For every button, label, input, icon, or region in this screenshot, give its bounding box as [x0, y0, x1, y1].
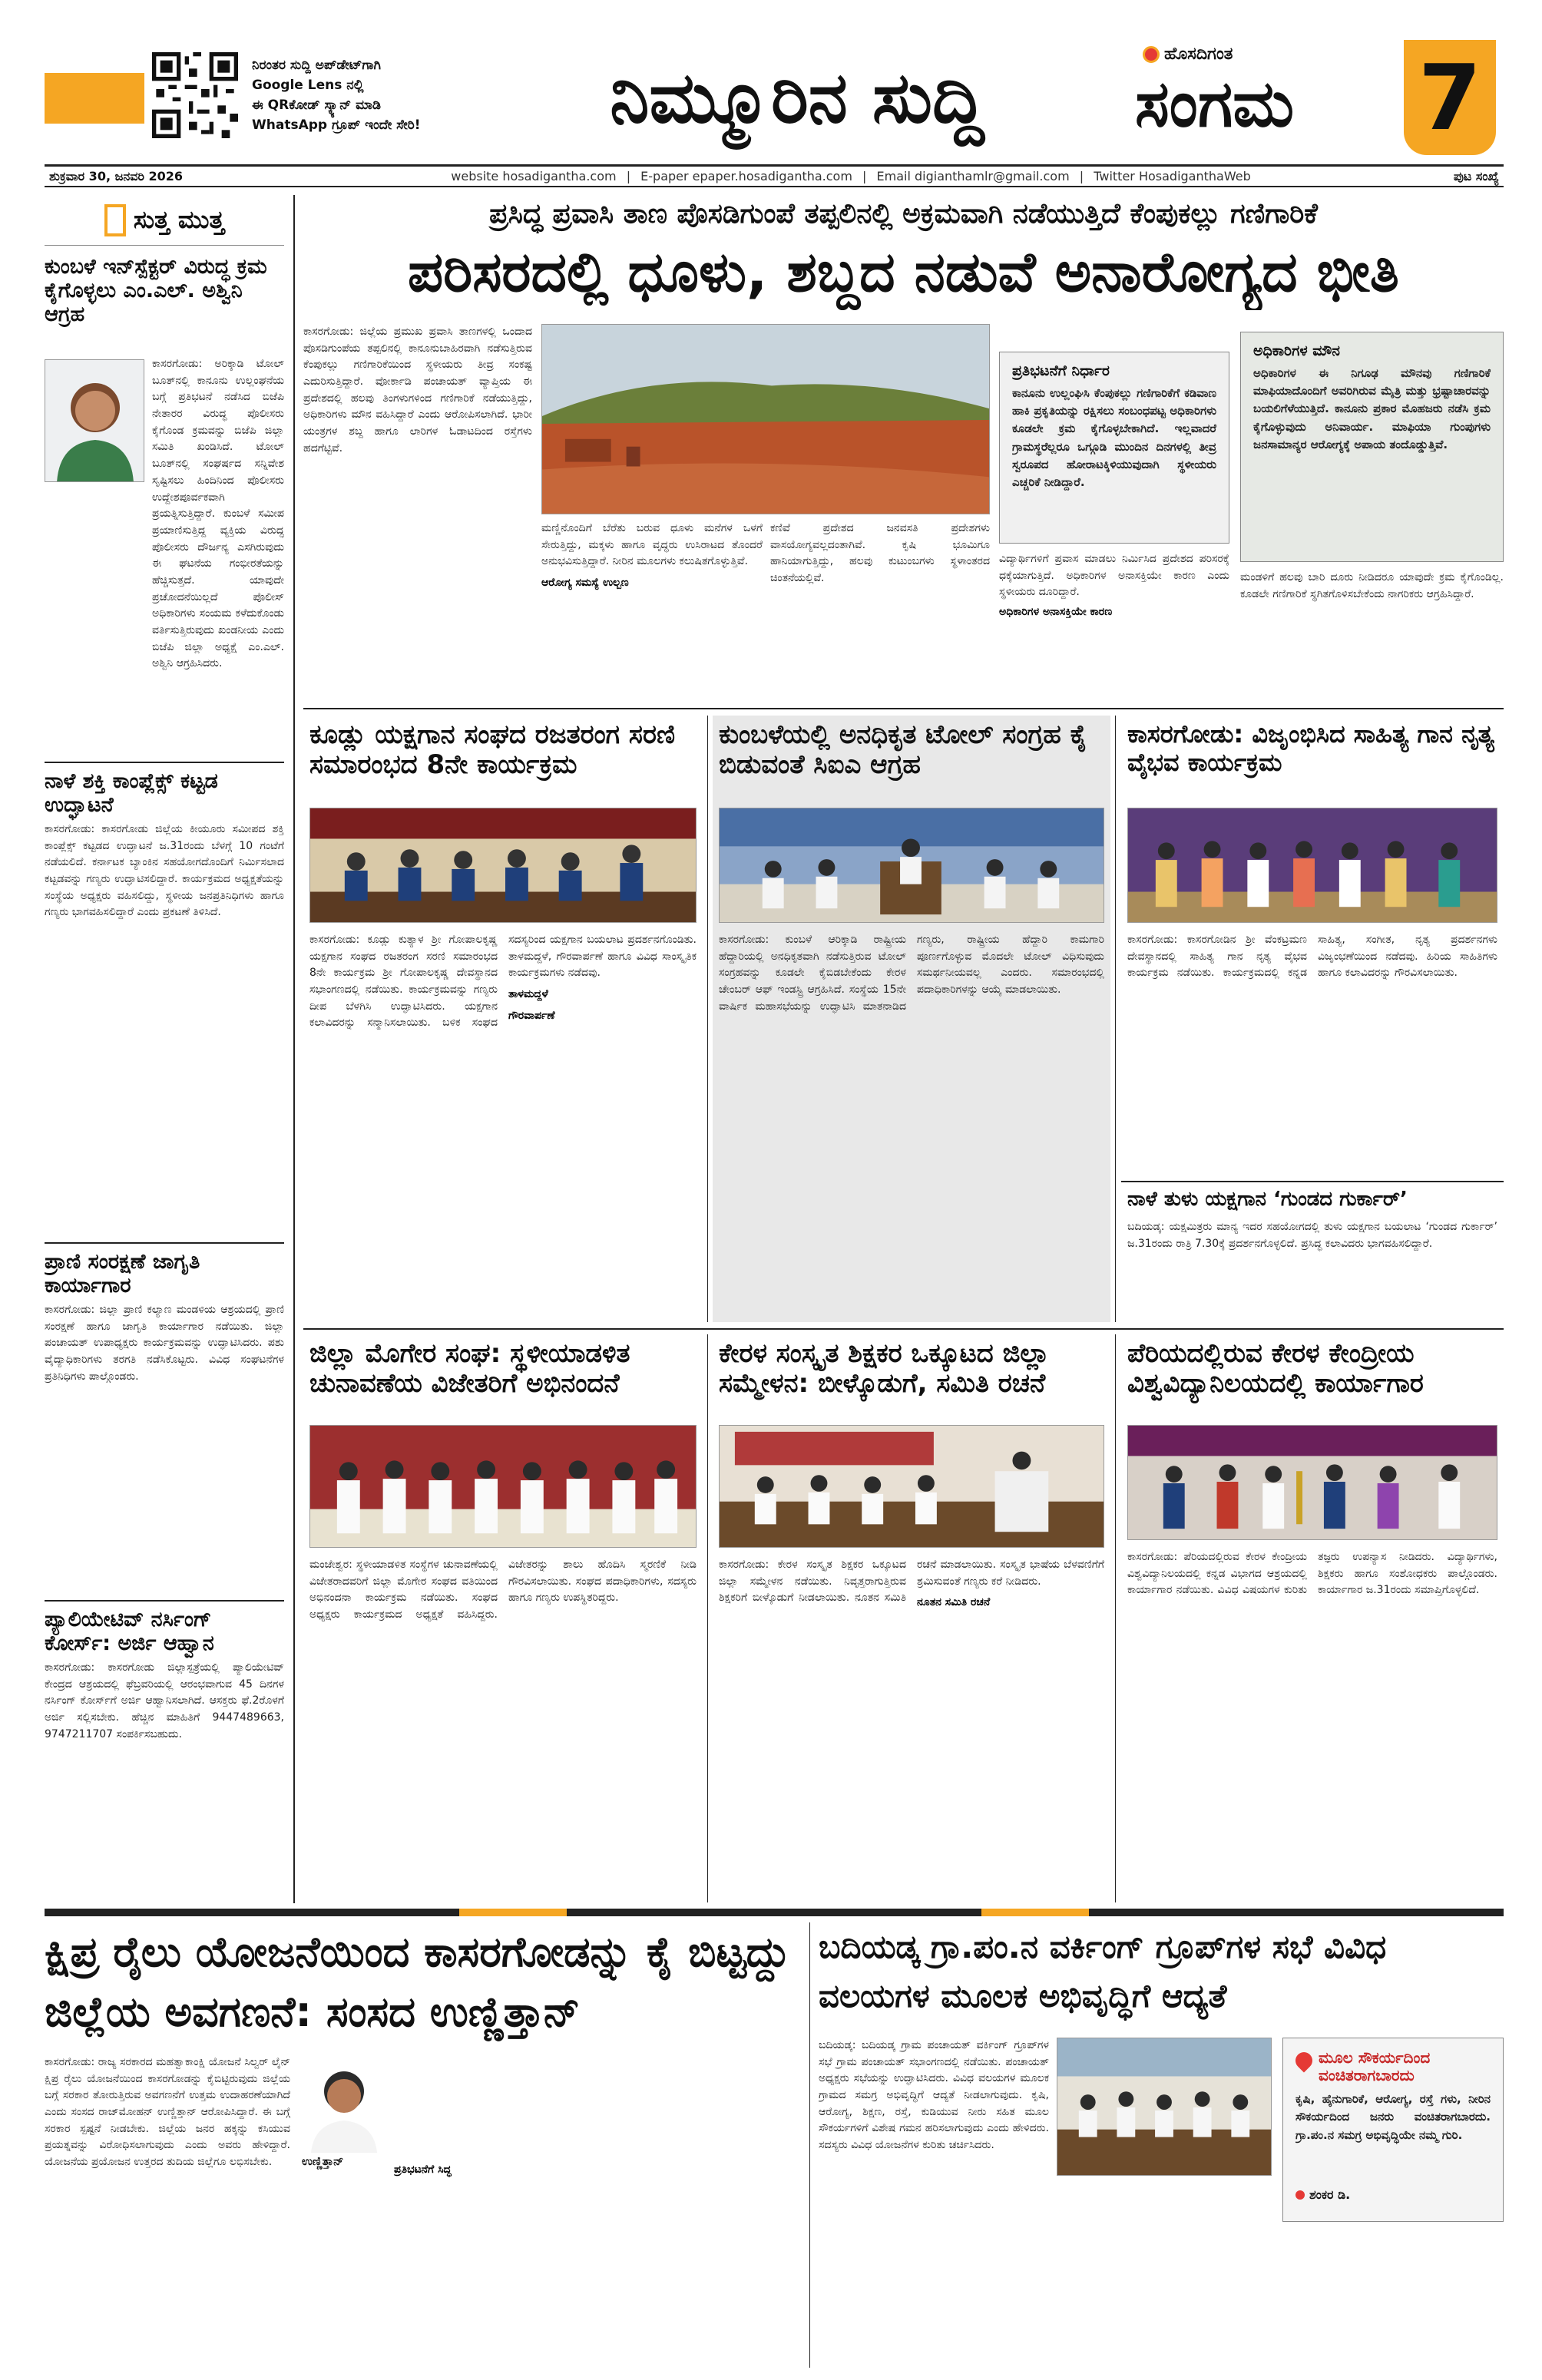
promo-line: ನಿರಂತರ ಸುದ್ದಿ ಅಪ್‌ಡೇಟ್‌ಗಾಗಿ — [252, 58, 381, 73]
date-bar — [45, 164, 1504, 187]
story-body: ಕಾಸರಗೋಡು: ಕಾಸರಗೋಡಿನ ಶ್ರೀ ವೆಂಕಟ್ರಮಣ ದೇವಸ್ಥಾನದಲ್ಲಿ ಸಾಹಿತ್ಯ ಗಾನ ನೃತ್ಯ ವೈಭವ ಕಾರ್ಯಕ್ರಮ ನಡೆಯಿತು. ಕಾರ್ಯಕ್ರಮದಲ್ಲಿ ಕನ್ನಡ ಸಾಹಿತ್ಯ, ಸಂಗೀತ, ನೃತ್ಯ ಪ್ರದರ್ಶನಗಳು ವಿಜೃಂಭಣೆಯಿಂದ ನಡೆದವು. ಹಿರಿಯ ಸಾಹಿತಿಗಳು ಹಾಗೂ ಕಲಾವಿದರನ್ನು ಗೌರವಿಸಲಾಯಿತು. — [1127, 934, 1497, 980]
felicitation-image — [310, 1426, 696, 1547]
pullquote-author: ಶಂಕರ ಡಿ. — [1309, 2187, 1351, 2202]
story-title: ನಾಳೆ ತುಳು ಯಕ್ಷಗಾನ ‘ಗುಂಡದ ಗುರ್ಕಾರ್’ — [1127, 1188, 1408, 1211]
issue-date: ಶುಕ್ರವಾರ 30, ಜನವರಿ 2026 — [49, 168, 184, 183]
story-title: ಜಿಲ್ಲಾ ಮೊಗೇರ ಸಂಘ: ಸ್ಥಳೀಯಾಡಳಿತ ಚುನಾವಣೆಯ ವಿಜೇತರಿಗೆ ಅಭಿನಂದನೆ — [309, 1338, 630, 1400]
lead-box-silence — [1240, 332, 1504, 562]
story-body: ಬದಿಯಡ್ಕ: ಯಕ್ಷಮಿತ್ರರು ಮಾನ್ಯ ಇದರ ಸಹಯೋಗದಲ್ಲಿ ತುಳು ಯಕ್ಷಗಾನ ಬಯಲಾಟ ‘ಗುಂಡದ ಗುರ್ಕಾರ್’ ಜ.31ರಂದು ರಾತ್ರಿ 7.30ಕ್ಕೆ ಪ್ರದರ್ಶನಗೊಳ್ಳಲಿದೆ. ಪ್ರಸಿದ್ಧ ಕಲಾವಿದರು ಭಾಗವಹಿಸಲಿದ್ದಾರೆ. — [1127, 1221, 1497, 1250]
pullquote-title: ಮೂಲ ಸೌಕರ್ಯದಿಂದ ವಂಚಿತರಾಗಬಾರದು — [1319, 2049, 1431, 2084]
story-body — [719, 1557, 1104, 1896]
sidebar-story-body: ಕಾಸರಗೋಡು: ಕಾಸರಗೋಡು ಜಿಲ್ಲಾಸ್ಪತ್ರೆಯಲ್ಲಿ ಪ್ಯಾಲಿಯೇಟಿವ್ ಕೇಂದ್ರದ ಆಶ್ರಯದಲ್ಲಿ ಫೆಬ್ರವರಿಯಲ್ಲಿ ಆರಂಭವಾಗುವ 45 ದಿನಗಳ ನರ್ಸಿಂಗ್ ಕೋರ್ಸ್‌ಗೆ ಅರ್ಜಿ ಆಹ್ವಾನಿಸಲಾಗಿದೆ. ಆಸಕ್ತರು ಫೆ.2ರೊಳಗೆ ಅರ್ಜಿ ಸಲ್ಲಿಸಬೇಕು. ಹೆಚ್ಚಿನ ಮಾಹಿತಿಗೆ 9447489663, 9747211707 ಸಂಪರ್ಕಿಸಬಹುದು. — [45, 1661, 284, 1740]
story-title: ಬದಿಯಡ್ಕ ಗ್ರಾ.ಪಂ.ನ ವರ್ಕಿಂಗ್ ಗ್ರೂಪ್‌ಗಳ ಸಭೆ ವಿವಿಧ ವಲಯಗಳ ಮೂಲಕ ಅಭಿವೃದ್ಧಿಗೆ ಆದ್ಯತೆ — [819, 1928, 1387, 2015]
sidebar-story-title: ಪ್ಯಾಲಿಯೇಟಿವ್ ನರ್ಸಿಂಗ್ ಕೋರ್ಸ್: ಅರ್ಜಿ ಆಹ್ವಾನ — [45, 1608, 214, 1656]
lead-box-title: ಪ್ರತಿಭಟನೆಗೆ ನಿರ್ಧಾರ — [1012, 363, 1110, 379]
pullquote-body: ಕೃಷಿ, ಹೈನುಗಾರಿಕೆ, ಆರೋಗ್ಯ, ರಸ್ತೆ ಗಳು, ನೀರಿನ ಸೌಕರ್ಯದಿಂದ ಜನರು ವಂಚಿತರಾಗಬಾರದು. ಗ್ರಾ.ಪಂ.ನ ಸಮಗ್ರ ಅಭಿವೃದ್ಧಿಯೇ ನಮ್ಮ ಗುರಿ. — [1295, 2092, 1491, 2142]
story-body: ಕಾಸರಗೋಡು: ಕುಂಬಳೆ ಆರಿಕ್ಕಾಡಿ ರಾಷ್ಟ್ರೀಯ ಹೆದ್ದಾರಿಯಲ್ಲಿ ಅನಧಿಕೃತವಾಗಿ ನಡೆಸುತ್ತಿರುವ ಟೋಲ್ ಸಂಗ್ರಹವನ್ನು ಕೂಡಲೇ ಕೈಬಿಡಬೇಕೆಂದು ಕೇರಳ ಚೇಂಬರ್ ಆಫ್ ಇಂಡಸ್ಟ್ರಿ ಆಗ್ರಹಿಸಿದೆ. ಸಂಸ್ಥೆಯ 15ನೇ ವಾರ್ಷಿಕ ಮಹಾಸಭೆಯನ್ನು ಉದ್ಘಾಟಿಸಿ ಮಾತನಾಡಿದ ಗಣ್ಯರು, ರಾಷ್ಟ್ರೀಯ ಹೆದ್ದಾರಿ ಕಾಮಗಾರಿ ಪೂರ್ಣಗೊಳ್ಳುವ ಮೊದಲೇ ಟೋಲ್ ವಿಧಿಸುವುದು ಸಮರ್ಥನೀಯವಲ್ಲ ಎಂದರು. ಸಮಾರಂಭದಲ್ಲಿ ಪದಾಧಿಕಾರಿಗಳನ್ನು ಆಯ್ಕೆ ಮಾಡಲಾಯಿತು. — [719, 934, 1104, 1013]
lead-kicker: ಪ್ರಸಿದ್ಧ ಪ್ರವಾಸಿ ತಾಣ ಪೊಸಡಿಗುಂಪೆ ತಪ್ಪಲಿನಲ್ಲಿ ಅಕ್ರಮವಾಗಿ ನಡೆಯುತ್ತಿದೆ ಕೆಂಪುಕಲ್ಲು ಗಣಿಗಾರಿಕೆ — [489, 198, 1318, 230]
story-subhead: ತಾಳಮದ್ದಳೆ — [508, 988, 548, 1001]
lead-column — [541, 521, 763, 702]
brand-block — [1120, 38, 1504, 161]
story-title: ಪೆರಿಯದಲ್ಲಿರುವ ಕೇರಳ ಕೇಂದ್ರೀಯ ವಿಶ್ವವಿದ್ಯಾನಿಲಯದಲ್ಲಿ ಕಾರ್ಯಾಗಾರ — [1127, 1338, 1424, 1400]
quarry-image — [542, 325, 989, 514]
section-rule — [303, 1328, 1504, 1330]
sidebar-story — [45, 1608, 284, 1903]
meeting-image — [1057, 2038, 1271, 2175]
sidebar-header — [45, 195, 284, 246]
lead-box-title: ಅಧಿಕಾರಿಗಳ ಮೌನ — [1253, 343, 1340, 359]
conference-image — [720, 1426, 1104, 1547]
story-body — [45, 2054, 290, 2362]
column-rule — [707, 716, 708, 1322]
story-silver-line — [45, 1922, 801, 2368]
story-photo — [1127, 808, 1497, 923]
section-rule — [303, 708, 1504, 709]
story-subhead: ಗೌರವಾರ್ಪಣೆ — [508, 1009, 555, 1022]
lead-box-body: ಕಾನೂನು ಉಲ್ಲಂಘಿಸಿ ಕೆಂಪುಕಲ್ಲು ಗಣಿಗಾರಿಕೆಗೆ ಕಡಿವಾಣ ಹಾಕಿ ಪ್ರಕೃತಿಯನ್ನು ರಕ್ಷಿಸಲು ಸಂಬಂಧಪಟ್ಟ ಅಧಿಕಾರಿಗಳು ಕೂಡಲೇ ಕ್ರಮ ಕೈಗೊಳ್ಳಬೇಕಾಗಿದೆ. ಇಲ್ಲವಾದರೆ ಗ್ರಾಮಸ್ಥರೆಲ್ಲರೂ ಒಗ್ಗೂಡಿ ಮುಂದಿನ ದಿನಗಳಲ್ಲಿ ತೀವ್ರ ಸ್ವರೂಪದ ಹೋರಾಟಕ್ಕಿಳಿಯುವುದಾಗಿ ಸ್ಥಳೀಯರು ಎಚ್ಚರಿಕೆ ನೀಡಿದ್ದಾರೆ. — [1012, 385, 1216, 490]
story-subhead: ನೂತನ ಸಮಿತಿ ರಚನೆ — [917, 1596, 991, 1609]
story-central-university — [1121, 1334, 1504, 1902]
lead-column: ಕಾಸರಗೋಡು: ಜಿಲ್ಲೆಯ ಪ್ರಮುಖ ಪ್ರವಾಸಿ ತಾಣಗಳಲ್ಲಿ ಒಂದಾದ ಪೊಸಡಿಗುಂಪೆಯ ತಪ್ಪಲಿನಲ್ಲಿ ಕಾನೂನುಬಾಹಿರವಾಗಿ ನಡೆಸುತ್ತಿರುವ ಕೆಂಪುಕಲ್ಲು ಗಣಿಗಾರಿಕೆಯಿಂದ ಸ್ಥಳೀಯರು ತೀವ್ರ ಸಂಕಷ್ಟ ಎದುರಿಸುತ್ತಿದ್ದಾರೆ. ವೋರ್ಕಾಡಿ ಪಂಚಾಯತ್ ವ್ಯಾಪ್ತಿಯ ಈ ಪ್ರದೇಶದಲ್ಲಿ ಹಲವು ತಿಂಗಳುಗಳಿಂದ ಗಣಿಗಾರಿಕೆ ನಡೆಯುತ್ತಿದ್ದು, ಅಧಿಕಾರಿಗಳು ಮೌನ ವಹಿಸಿದ್ದಾರೆ ಎಂದು ಆರೋಪಿಸಲಾಗಿದೆ. ಭಾರೀ ಯಂತ್ರಗಳ ಶಬ್ದ ಹಾಗೂ ಲಾರಿಗಳ ಓಡಾಟದಿಂದ ರಸ್ತೆಗಳು ಹದಗೆಟ್ಟಿವೆ. — [303, 326, 532, 455]
sidebar-story — [45, 1250, 284, 1594]
promo-line: WhatsApp ಗ್ರೂಪ್ ಇಂದೇ ಸೇರಿ! — [252, 117, 421, 133]
sidebar-story — [45, 769, 284, 1236]
story-badiyadka — [819, 1922, 1504, 2368]
story-mogera-sangha — [303, 1334, 703, 1902]
lead-headline: ಪರಿಸರದಲ್ಲಿ ಧೂಳು, ಶಬ್ದದ ನಡುವೆ ಅನಾರೋಗ್ಯದ ಭೀತಿ — [408, 240, 1399, 304]
story-koodlu — [303, 716, 703, 1322]
story-title: ಕ್ಷಿಪ್ರ ರೈಲು ಯೋಜನೆಯಿಂದ ಕಾಸರಗೋಡನ್ನು ಕೈ ಬಿಟ್ಟದ್ದು ಜಿಲ್ಲೆಯ ಅವಗಣನೆ: ಸಂಸದ ಉಣ್ಣಿತ್ತಾನ್ — [45, 1928, 790, 2036]
group-photo — [1128, 808, 1497, 922]
page-number-badge — [1404, 40, 1496, 155]
book-icon — [104, 204, 126, 236]
link-twitter[interactable]: Twitter HosadiganthaWeb — [1094, 169, 1251, 183]
promo-line: Google Lens ನಲ್ಲಿ — [252, 78, 364, 93]
story-title: ಕೇರಳ ಸಂಸ್ಕೃತ ಶಿಕ್ಷಕರ ಒಕ್ಕೂಟದ ಜಿಲ್ಲಾ ಸಮ್ಮೇಳನ: ಬೀಳ್ಕೊಡುಗೆ, ಸಮಿತಿ ರಚನೆ — [719, 1338, 1050, 1400]
lead-subhead: ಅಧಿಕಾರಿಗಳ ಅನಾಸಕ್ತಿಯೇ ಕಾರಣ — [999, 606, 1113, 619]
story-subhead: ಪ್ರತಿಭಟನೆಗೆ ಸಿದ್ಧ — [394, 2163, 452, 2176]
meeting-image — [720, 808, 1104, 922]
lead-box-body: ಅಧಿಕಾರಿಗಳ ಈ ನಿಗೂಢ ಮೌನವು ಗಣಿಗಾರಿಕೆ ಮಾಫಿಯಾದೊಂದಿಗೆ ಅವರಿಗಿರುವ ಮೈತ್ರಿ ಮತ್ತು ಭ್ರಷ್ಟಾಚಾರವನ್ನು ಬಯಲಿಗೆಳೆಯುತ್ತಿದೆ. ಕಾನೂನು ಪ್ರಕಾರ ಮೊಹಜರು ನಡೆಸಿ ಕ್ರಮ ಕೈಗೊಳ್ಳುವುದು ಅನಿವಾರ್ಯ. ಮಾಫಿಯಾ ಗುಂಪುಗಳು ಜನಸಾಮಾನ್ಯರ ಆರೋಗ್ಯಕ್ಕೆ ಅಪಾಯ ತಂದೊಡ್ಡುತ್ತಿವೆ. — [1253, 365, 1491, 451]
story-body — [309, 932, 697, 1316]
link-email[interactable]: Email digianthamlr@gmail.com — [876, 169, 1070, 183]
story-body-continued — [394, 2054, 801, 2362]
sidebar — [45, 195, 284, 1903]
masthead-title: ನಿಮ್ಮೂರಿನ ಸುದ್ದಿ — [610, 57, 984, 139]
story-body: ಮಂಜೇಶ್ವರ: ಸ್ಥಳೀಯಾಡಳಿತ ಸಂಸ್ಥೆಗಳ ಚುನಾವಣೆಯಲ್ಲಿ ವಿಜೇತರಾದವರಿಗೆ ಜಿಲ್ಲಾ ಮೊಗೇರ ಸಂಘದ ವತಿಯಿಂದ ಅಭಿನಂದನಾ ಕಾರ್ಯಕ್ರಮ ನಡೆಯಿತು. ಸಂಘದ ಅಧ್ಯಕ್ಷರು ಕಾರ್ಯಕ್ರಮದ ಅಧ್ಯಕ್ಷತೆ ವಹಿಸಿದ್ದರು. ವಿಜೇತರನ್ನು ಶಾಲು ಹೊದಿಸಿ ಸ್ಮರಣಿಕೆ ನೀಡಿ ಗೌರವಿಸಲಾಯಿತು. ಸಂಘದ ಪದಾಧಿಕಾರಿಗಳು, ಸದಸ್ಯರು ಹಾಗೂ ಗಣ್ಯರು ಉಪಸ್ಥಿತರಿದ್ದರು. — [309, 1559, 697, 1621]
link-website[interactable]: website hosadigantha.com — [451, 169, 617, 183]
sidebar-story-title: ಪ್ರಾಣಿ ಸಂರಕ್ಷಣೆ ಜಾಗೃತಿ ಕಾರ್ಯಾಗಾರ — [45, 1250, 200, 1298]
lead-photo-quarry — [541, 324, 990, 514]
story-title: ಕಾಸರಗೋಡು: ವಿಜೃಂಭಿಸಿದ ಸಾಹಿತ್ಯ ಗಾನ ನೃತ್ಯ ವೈಭವ ಕಾರ್ಯಕ್ರಮ — [1127, 719, 1495, 777]
lead-col2-text: ಮಣ್ಣಿನೊಂದಿಗೆ ಬೆರೆತು ಬರುವ ಧೂಳು ಮನೆಗಳ ಒಳಗೆ ಸೇರುತ್ತಿದ್ದು, ಮಕ್ಕಳು ಹಾಗೂ ವೃದ್ಧರು ಉಸಿರಾಟದ ತೊಂದರೆ ಅನುಭವಿಸುತ್ತಿದ್ದಾರೆ. ನೀರಿನ ಮೂಲಗಳು ಕಲುಷಿತಗೊಳ್ಳುತ್ತಿವೆ. — [541, 522, 763, 568]
pin-icon — [1292, 2048, 1315, 2072]
story-body-text: ಕಾಸರಗೋಡು: ಕೂಡ್ಲು ಕುತ್ಯಾಳ ಶ್ರೀ ಗೋಪಾಲಕೃಷ್ಣ ಯಕ್ಷಗಾನ ಸಂಘದ ರಜತರಂಗ ಸರಣಿ ಸಮಾರಂಭದ 8ನೇ ಕಾರ್ಯಕ್ರಮ ಶ್ರೀ ಗೋಪಾಲಕೃಷ್ಣ ದೇವಸ್ಥಾನದ ಸಭಾಂಗಣದಲ್ಲಿ ನಡೆಯಿತು. ಕಾರ್ಯಕ್ರಮವನ್ನು ಗಣ್ಯರು ದೀಪ ಬೆಳಗಿಸಿ ಉದ್ಘಾಟಿಸಿದರು. ಯಕ್ಷಗಾನ ಕಲಾವಿದರನ್ನು ಸನ್ಮಾನಿಸಲಾಯಿತು. ಬಳಿಕ ಸಂಘದ ಸದಸ್ಯರಿಂದ ಯಕ್ಷಗಾನ ಬಯಲಾಟ ಪ್ರದರ್ಶನಗೊಂಡಿತು. ತಾಳಮದ್ದಳೆ, ಗೌರವಾರ್ಪಣೆ ಹಾಗೂ ವಿವಿಧ ಸಾಂಸ್ಕೃತಿಕ ಕಾರ್ಯಕ್ರಮಗಳು ನಡೆದವು. — [309, 934, 697, 1030]
sidebar-story-body: ಕಾಸರಗೋಡು: ಕಾಸರಗೋಡು ಜಿಲ್ಲೆಯ ಕೀಯೂರು ಸಮೀಪದ ಶಕ್ತಿ ಕಾಂಪ್ಲೆಕ್ಸ್ ಕಟ್ಟಡದ ಉದ್ಘಾಟನೆ ಜ.31ರಂದು ಬೆಳಗ್ಗೆ 10 ಗಂಟೆಗೆ ನಡೆಯಲಿದೆ. ಕರ್ನಾಟಕ ಬ್ಯಾಂಕಿನ ಸಹಯೋಗದೊಂದಿಗೆ ನಿರ್ಮಿಸಲಾದ ಕಟ್ಟಡವನ್ನು ಗಣ್ಯರು ಉದ್ಘಾಟಿಸಲಿದ್ದಾರೆ. ಕಾರ್ಯಕ್ರಮದ ಅಧ್ಯಕ್ಷತೆಯನ್ನು ಸಂಸ್ಥೆಯ ಅಧ್ಯಕ್ಷರು ವಹಿಸಲಿದ್ದು, ಸ್ಥಳೀಯ ಜನಪ್ರತಿನಿಧಿಗಳು ಹಾಗೂ ಗಣ್ಯರು ಭಾಗವಹಿಸಲಿದ್ದಾರೆ ಎಂದು ಪ್ರಕಟಣೆ ತಿಳಿಸಿದೆ. — [45, 823, 284, 919]
story-photo — [1127, 1425, 1497, 1540]
sidebar-story — [45, 255, 284, 755]
mp-portrait — [302, 2061, 386, 2153]
whatsapp-promo — [252, 55, 544, 135]
column-rule — [1115, 1334, 1116, 1902]
sidebar-divider — [293, 195, 295, 1903]
lead-column: ಕಣಿವೆ ಪ್ರದೇಶದ ಜನವಸತಿ ಪ್ರದೇಶಗಳು ವಾಸಯೋಗ್ಯವಲ್ಲದಂತಾಗಿವೆ. ಕೃಷಿ ಭೂಮಿಗೂ ಹಾನಿಯಾಗುತ್ತಿದ್ದು, ಹಲವು ಕುಟುಂಬಗಳು ಸ್ಥಳಾಂತರದ ಚಿಂತನೆಯಲ್ಲಿವೆ. — [770, 522, 990, 585]
story-title: ಕೂಡ್ಲು ಯಕ್ಷಗಾನ ಸಂಘದ ರಜತರಂಗ ಸರಣಿ ಸಮಾರಂಭದ 8ನೇ ಕಾರ್ಯಕ್ರಮ — [309, 719, 676, 781]
column-rule — [707, 1334, 708, 1902]
story-photo — [719, 1425, 1104, 1548]
masthead-accent-bar — [45, 73, 144, 124]
story-body-text: ಕಾಸರಗೋಡು: ಕೇರಳ ಸಂಸ್ಕೃತ ಶಿಕ್ಷಕರ ಒಕ್ಕೂಟದ ಜಿಲ್ಲಾ ಸಮ್ಮೇಳನ ನಡೆಯಿತು. ನಿವೃತ್ತರಾಗುತ್ತಿರುವ ಶಿಕ್ಷಕರಿಗೆ ಬೀಳ್ಕೊಡುಗೆ ನೀಡಲಾಯಿತು. ನೂತನ ಸಮಿತಿ ರಚನೆ ಮಾಡಲಾಯಿತು. ಸಂಸ್ಕೃತ ಭಾಷೆಯ ಬೆಳವಣಿಗೆಗೆ ಶ್ರಮಿಸುವಂತೆ ಗಣ್ಯರು ಕರೆ ನೀಡಿದರು. — [719, 1559, 1104, 1605]
pullquote-box — [1282, 2038, 1504, 2222]
story-kumbla-toll — [713, 716, 1110, 1322]
column-rule — [1115, 716, 1116, 1322]
person-icon — [302, 2061, 386, 2153]
link-epaper[interactable]: E-paper epaper.hosadigantha.com — [640, 169, 852, 183]
qr-code-icon[interactable] — [152, 52, 238, 138]
story-body-continued — [1282, 2230, 1504, 2360]
bottom-band — [45, 1909, 1504, 1916]
lead-story — [303, 195, 1504, 702]
bullet-icon — [1295, 2190, 1305, 2200]
masthead-links: website hosadigantha.com | E-paper epaper.hosadigantha.com | Email digianthamlr@gmail.com | Twitter HosadiganthaWeb — [451, 169, 1251, 183]
story-sahitya — [1121, 716, 1504, 1176]
story-photo — [309, 808, 697, 923]
brand-small: ಹೊಸದಿಗಂತ — [1164, 45, 1233, 64]
sidebar-story-body: ಕಾಸರಗೋಡು: ಅರಿಕ್ಕಾಡಿ ಟೋಲ್ ಬೂತ್‌ನಲ್ಲಿ ಕಾನೂನು ಉಲ್ಲಂಘನೆಯ ಬಗ್ಗೆ ಪ್ರತಿಭಟನೆ ನಡೆಸಿದ ಬಿಜೆಪಿ ನೇತಾರರ ವಿರುದ್ಧ ಪೊಲೀಸರು ಕೈಗೊಂಡ ಕ್ರಮವನ್ನು ಬಿಜೆಪಿ ಜಿಲ್ಲಾ ಸಮಿತಿ ಖಂಡಿಸಿದೆ. ಟೋಲ್ ಬೂತ್‌ನಲ್ಲಿ ಸಂಘರ್ಷದ ಸನ್ನಿವೇಶ ಸೃಷ್ಟಿಸಲು ಹಿಂದಿನಿಂದ ಪೊಲೀಸರು ಉದ್ದೇಶಪೂರ್ವಕವಾಗಿ ಪ್ರಯತ್ನಿಸುತ್ತಿದ್ದಾರೆ. ಕುಂಬಳೆ ಸಮೀಪ ಪ್ರಯಾಣಿಸುತ್ತಿದ್ದ ವ್ಯಕ್ತಿಯ ವಿರುದ್ಧ ಪೊಲೀಸರು ದೌರ್ಜನ್ಯ ಎಸಗಿರುವುದು ಈ ಘಟನೆಯ ಗಂಭೀರತೆಯನ್ನು ಹೆಚ್ಚಿಸುತ್ತದೆ. ಯಾವುದೇ ಪ್ರಚೋದನೆಯಿಲ್ಲದೆ ಪೊಲೀಸ್ ಅಧಿಕಾರಿಗಳು ಸಂಯಮ ಕಳೆದುಕೊಂಡು ವರ್ತಿಸುತ್ತಿರುವುದು ಖಂಡನೀಯ ಎಂದು ಬಿಜೆಪಿ ಜಿಲ್ಲಾ ಅಧ್ಯಕ್ಷೆ ಎಂ.ಎಲ್. ಅಶ್ವಿನಿ ಆಗ್ರಹಿಸಿದರು. — [152, 358, 284, 670]
brand-name: ಸಂಗಮ — [1135, 66, 1295, 141]
story-rule — [1121, 1181, 1504, 1182]
page-number: 7 — [1418, 45, 1482, 150]
story-title: ಕುಂಬಳೆಯಲ್ಲಿ ಅನಧಿಕೃತ ಟೋಲ್ ಸಂಗ್ರಹ ಕೈ ಬಿಡುವಂತೆ ಸಿಐಎ ಆಗ್ರಹ — [719, 719, 1087, 781]
story-photo — [1057, 2038, 1272, 2176]
sidebar-title: ಸುತ್ತ ಮುತ್ತ — [133, 205, 225, 234]
story-sanskrit-teachers — [713, 1334, 1110, 1902]
lead-column: ಮಂಡಳಿಗೆ ಹಲವು ಬಾರಿ ದೂರು ನೀಡಿದರೂ ಯಾವುದೇ ಕ್ರಮ ಕೈಗೊಂಡಿಲ್ಲ. ಕೂಡಲೇ ಗಣಿಗಾರಿಕೆ ಸ್ಥಗಿತಗೊಳಿಸಬೇಕೆಂದು ನಾಗರಿಕರು ಆಗ್ರಹಿಸಿದ್ದಾರೆ. — [1240, 571, 1504, 600]
brand-sun-icon — [1143, 46, 1160, 63]
lead-column — [999, 551, 1229, 702]
sidebar-story-body: ಕಾಸರಗೋಡು: ಜಿಲ್ಲಾ ಪ್ರಾಣಿ ಕಲ್ಯಾಣ ಮಂಡಳಿಯ ಆಶ್ರಯದಲ್ಲಿ ಪ್ರಾಣಿ ಸಂರಕ್ಷಣೆ ಹಾಗೂ ಜಾಗೃತಿ ಕಾರ್ಯಾಗಾರ ನಡೆಯಿತು. ಜಿಲ್ಲಾ ಪಂಚಾಯತ್ ಉಪಾಧ್ಯಕ್ಷರು ಕಾರ್ಯಕ್ರಮವನ್ನು ಉದ್ಘಾಟಿಸಿದರು. ಪಶು ವೈದ್ಯಾಧಿಕಾರಿಗಳು ತರಗತಿ ನಡೆಸಿಕೊಟ್ಟರು. ವಿವಿಧ ಸಂಘಟನೆಗಳ ಪ್ರತಿನಿಧಿಗಳು ಪಾಲ್ಗೊಂಡರು. — [45, 1304, 284, 1383]
story-photo — [309, 1425, 697, 1548]
stage-image — [310, 808, 696, 922]
lead-col4-text: ವಿದ್ಯಾರ್ಥಿಗಳಿಗೆ ಪ್ರವಾಸ ಮಾಡಲು ನಿರ್ಮಿಸಿದ ಪ್ರದೇಶದ ಪರಿಸರಕ್ಕೆ ಧಕ್ಕೆಯಾಗುತ್ತಿದೆ. ಅಧಿಕಾರಿಗಳ ಅನಾಸಕ್ತಿಯೇ ಕಾರಣ ಎಂದು ಸ್ಥಳೀಯರು ದೂರಿದ್ದಾರೆ. — [999, 553, 1229, 599]
lamp-lighting-image — [1128, 1426, 1497, 1539]
column-rule — [809, 1922, 810, 2368]
sidebar-story-title: ಕುಂಬಳೆ ಇನ್‌ಸ್ಪೆಕ್ಟರ್ ವಿರುದ್ಧ ಕ್ರಮ ಕೈಗೊಳ್ಳಲು ಎಂ.ಎಲ್. ಅಶ್ವಿನಿ ಆಗ್ರಹ — [45, 255, 267, 327]
page-label: ಪುಟ ಸಂಖ್ಯೆ — [1453, 168, 1499, 183]
story-body: ಕಾಸರಗೋಡು: ಪೆರಿಯದಲ್ಲಿರುವ ಕೇರಳ ಕೇಂದ್ರೀಯ ವಿಶ್ವವಿದ್ಯಾನಿಲಯದಲ್ಲಿ ಕನ್ನಡ ವಿಭಾಗದ ಆಶ್ರಯದಲ್ಲಿ ಕಾರ್ಯಾಗಾರ ನಡೆಯಿತು. ವಿವಿಧ ವಿಷಯಗಳ ಕುರಿತು ತಜ್ಞರು ಉಪನ್ಯಾಸ ನೀಡಿದರು. ವಿದ್ಯಾರ್ಥಿಗಳು, ಶಿಕ್ಷಕರು ಹಾಗೂ ಸಂಶೋಧಕರು ಪಾಲ್ಗೊಂಡರು. ಕಾರ್ಯಾಗಾರ ಜ.31ರಂದು ಸಮಾಪ್ತಿಗೊಳ್ಳಲಿದೆ. — [1127, 1551, 1497, 1597]
portrait-photo — [45, 359, 144, 482]
story-body-text: ಕಾಸರಗೋಡು: ರಾಜ್ಯ ಸರಕಾರದ ಮಹತ್ವಾಕಾಂಕ್ಷಿ ಯೋಜನೆ ಸಿಲ್ವರ್ ಲೈನ್ ಕ್ಷಿಪ್ರ ರೈಲು ಯೋಜನೆಯಿಂದ ಕಾಸರಗೋಡನ್ನು ಕೈಬಿಟ್ಟಿರುವುದು ಜಿಲ್ಲೆಯ ಬಗ್ಗೆ ಸರಕಾರ ತೋರುತ್ತಿರುವ ಅವಗಣನೆಗೆ ಉತ್ತಮ ಉದಾಹರಣೆಯಾಗಿದೆ ಎಂದು ಸಂಸದ ರಾಜ್‌ಮೋಹನ್ ಉಣ್ಣಿತ್ತಾನ್ ಆರೋಪಿಸಿದ್ದಾರೆ. ಈ ಬಗ್ಗೆ ಸರಕಾರ ಸ್ಪಷ್ಟನೆ ನೀಡಬೇಕು. ಜಿಲ್ಲೆಯ ಜನರ ಹಕ್ಕನ್ನು ಕಸಿಯುವ ಪ್ರಯತ್ನವನ್ನು ವಿರೋಧಿಸಲಾಗುವುದು ಎಂದು ಅವರು ಹೇಳಿದ್ದಾರೆ. ಯೋಜನೆಯ ಪ್ರಯೋಜನ ಉತ್ತರದ ತುದಿಯ ಜಿಲ್ಲೆಗೂ ಲಭಿಸಬೇಕು. — [45, 2056, 290, 2169]
story-body: ಬದಿಯಡ್ಕ: ಬದಿಯಡ್ಕ ಗ್ರಾಮ ಪಂಚಾಯತ್ ವರ್ಕಿಂಗ್ ಗ್ರೂಪ್‌ಗಳ ಸಭೆ ಗ್ರಾಮ ಪಂಚಾಯತ್ ಸಭಾಂಗಣದಲ್ಲಿ ನಡೆಯಿತು. ಪಂಚಾಯತ್ ಅಧ್ಯಕ್ಷರು ಸಭೆಯನ್ನು ಉದ್ಘಾಟಿಸಿದರು. ವಿವಿಧ ವಲಯಗಳ ಮೂಲಕ ಗ್ರಾಮದ ಸಮಗ್ರ ಅಭಿವೃದ್ಧಿಗೆ ಆದ್ಯತೆ ನೀಡಲಾಗುವುದು. ಕೃಷಿ, ಆರೋಗ್ಯ, ಶಿಕ್ಷಣ, ರಸ್ತೆ, ಕುಡಿಯುವ ನೀರು ಸಹಿತ ಮೂಲ ಸೌಕರ್ಯಗಳಿಗೆ ವಿಶೇಷ ಗಮನ ಹರಿಸಲಾಗುವುದು ಎಂದು ಹೇಳಿದರು. ಸದಸ್ಯರು ವಿವಿಧ ಯೋಜನೆಗಳ ಕುರಿತು ಚರ್ಚಿಸಿದರು. — [819, 2039, 1049, 2152]
portrait-caption: ಉಣ್ಣಿತ್ತಾನ್ — [302, 2154, 344, 2168]
promo-line: ಈ QRಕೋಡ್ ಸ್ಕ್ಯಾನ್ ಮಾಡಿ — [252, 98, 381, 113]
lead-subhead: ಆರೋಗ್ಯ ಸಮಸ್ಯೆ ಉಲ್ಬಣ — [541, 577, 629, 590]
person-icon — [45, 360, 144, 482]
story-body-continued — [1057, 2183, 1272, 2360]
story-tulu-yakshagana — [1121, 1187, 1504, 1322]
lead-box-protest — [999, 352, 1229, 544]
masthead — [45, 31, 1504, 161]
story-photo — [719, 808, 1104, 923]
sidebar-story-title: ನಾಳೆ ಶಕ್ತಿ ಕಾಂಪ್ಲೆಕ್ಸ್ ಕಟ್ಟಡ ಉದ್ಘಾಟನೆ — [45, 769, 218, 818]
